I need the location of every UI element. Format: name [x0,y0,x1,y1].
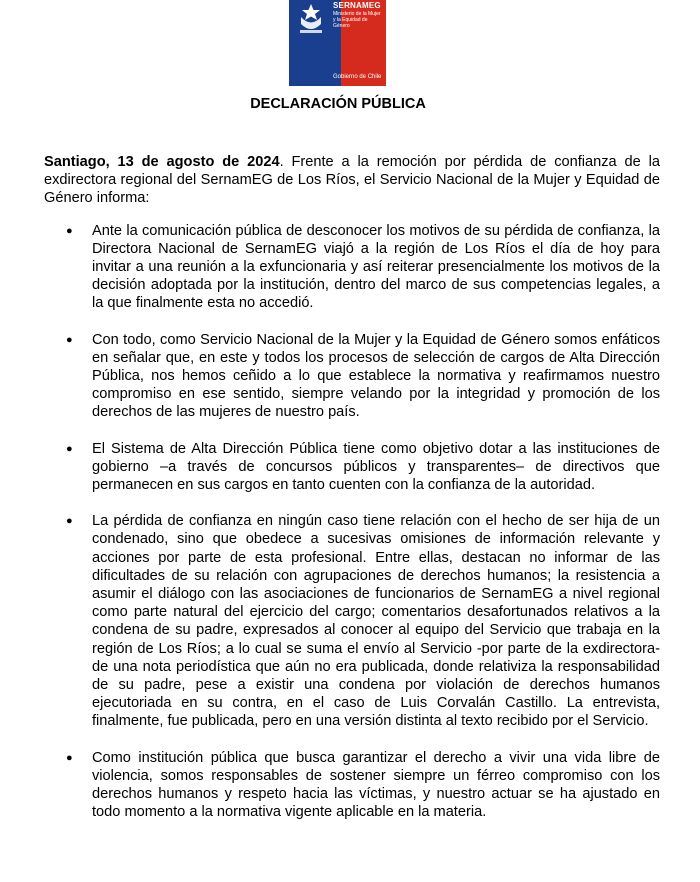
intro-paragraph [44,153,660,208]
ministry-name: Ministerio de la Mujer y la Equidad de Género [333,11,381,29]
bullet-icon: ● [66,333,73,346]
sernameg-logo [289,0,386,86]
place-date: Santiago, 13 de agosto de 2024 [44,154,280,170]
government-label: Gobierno de Chile [333,74,382,80]
list-item-text: Con todo, como Servicio Nacional de la Mujer y la Equidad de Género somos enfáticos en señalar que, en este y todos los procesos de selección de cargos de Alta Dirección Pública, nos hemos ceñido a lo que establece la normativa y reafirmamos nuestro compromiso en ese sentido, siempre velando por la integridad y promoción de los derechos de las mujeres de nuestro país. [92,331,660,421]
bullet-icon: ● [66,751,73,764]
list-item [44,331,660,422]
intro-text: . Frente a la remoción por pérdida de confianza de la exdirectora regional del SernamEG de Los Ríos, el Servicio Nacional de la Mujer y Equidad de Género informa: [44,154,660,207]
list-item-text: El Sistema de Alta Dirección Pública tiene como objetivo dotar a las instituciones de gobierno –a través de concursos públicos y transparentes– de directivos que permanecen en sus cargos en tanto cuenten con la confianza de la autoridad. [92,440,660,494]
list-item-text: La pérdida de confianza en ningún caso tiene relación con el hecho de ser hija de un condenado, sino que obedece a sucesivas omisiones de información relevante y acciones por parte de esta profesional. Entre ellas, destacan no informar de las dificultades de su relación con agrupaciones de derechos humanos; la resistencia a asumir el diálogo con las asociaciones de funcionarios de SernamEG a nivel regional como parte natural del ejercicio del cargo; comentarios desafortunados relativos a la condena de su padre, expresados al conocer al equipo del Servicio que trabaja en la región de Los Ríos; a lo cual se suma el envío al Servicio -por parte de la exdirectora- de una nota periodística que aún no era publicada, donde relativiza la responsabilidad de su padre, pese a existir una condena por violación de derechos humanos ejecutoriada en su contra, en el caso de Luis Corvalán Castillo. La entrevista, finalmente, fue publicada, pero en una versión distinta al texto recibido por el Servicio. [92,513,660,730]
page-title: DECLARACIÓN PÚBLICA [250,96,426,112]
list-item [44,440,660,495]
statement-list [44,222,660,822]
list-item-text: Como institución pública que busca garantizar el derecho a vivir una vida libre de violencia, somos responsables de sostener siempre un férreo compromiso con los derechos humanos y respeto hacia las víctimas, y nuestro actuar se ha ajustado en todo momento a la normativa vigente aplicable en la materia. [92,749,660,821]
list-item [44,222,660,313]
document-body [44,153,660,840]
list-item-text: Ante la comunicación pública de desconocer los motivos de su pérdida de confianza, la Directora Nacional de SernamEG viajó a la región de Los Ríos el día de hoy para invitar a una reunión a la exfuncionaria y así reiterar presencialmente los motivos de la decisión adoptada por la institución, dentro del marco de sus competencias legales, a la que finalmente esta no accedió. [92,222,660,312]
coat-of-arms-icon [292,0,330,38]
list-item [44,512,660,730]
bullet-icon: ● [66,224,73,237]
list-item [44,749,660,822]
bullet-icon: ● [66,515,73,528]
bullet-icon: ● [66,442,73,455]
brand-name: SERNAMEG [333,1,381,10]
